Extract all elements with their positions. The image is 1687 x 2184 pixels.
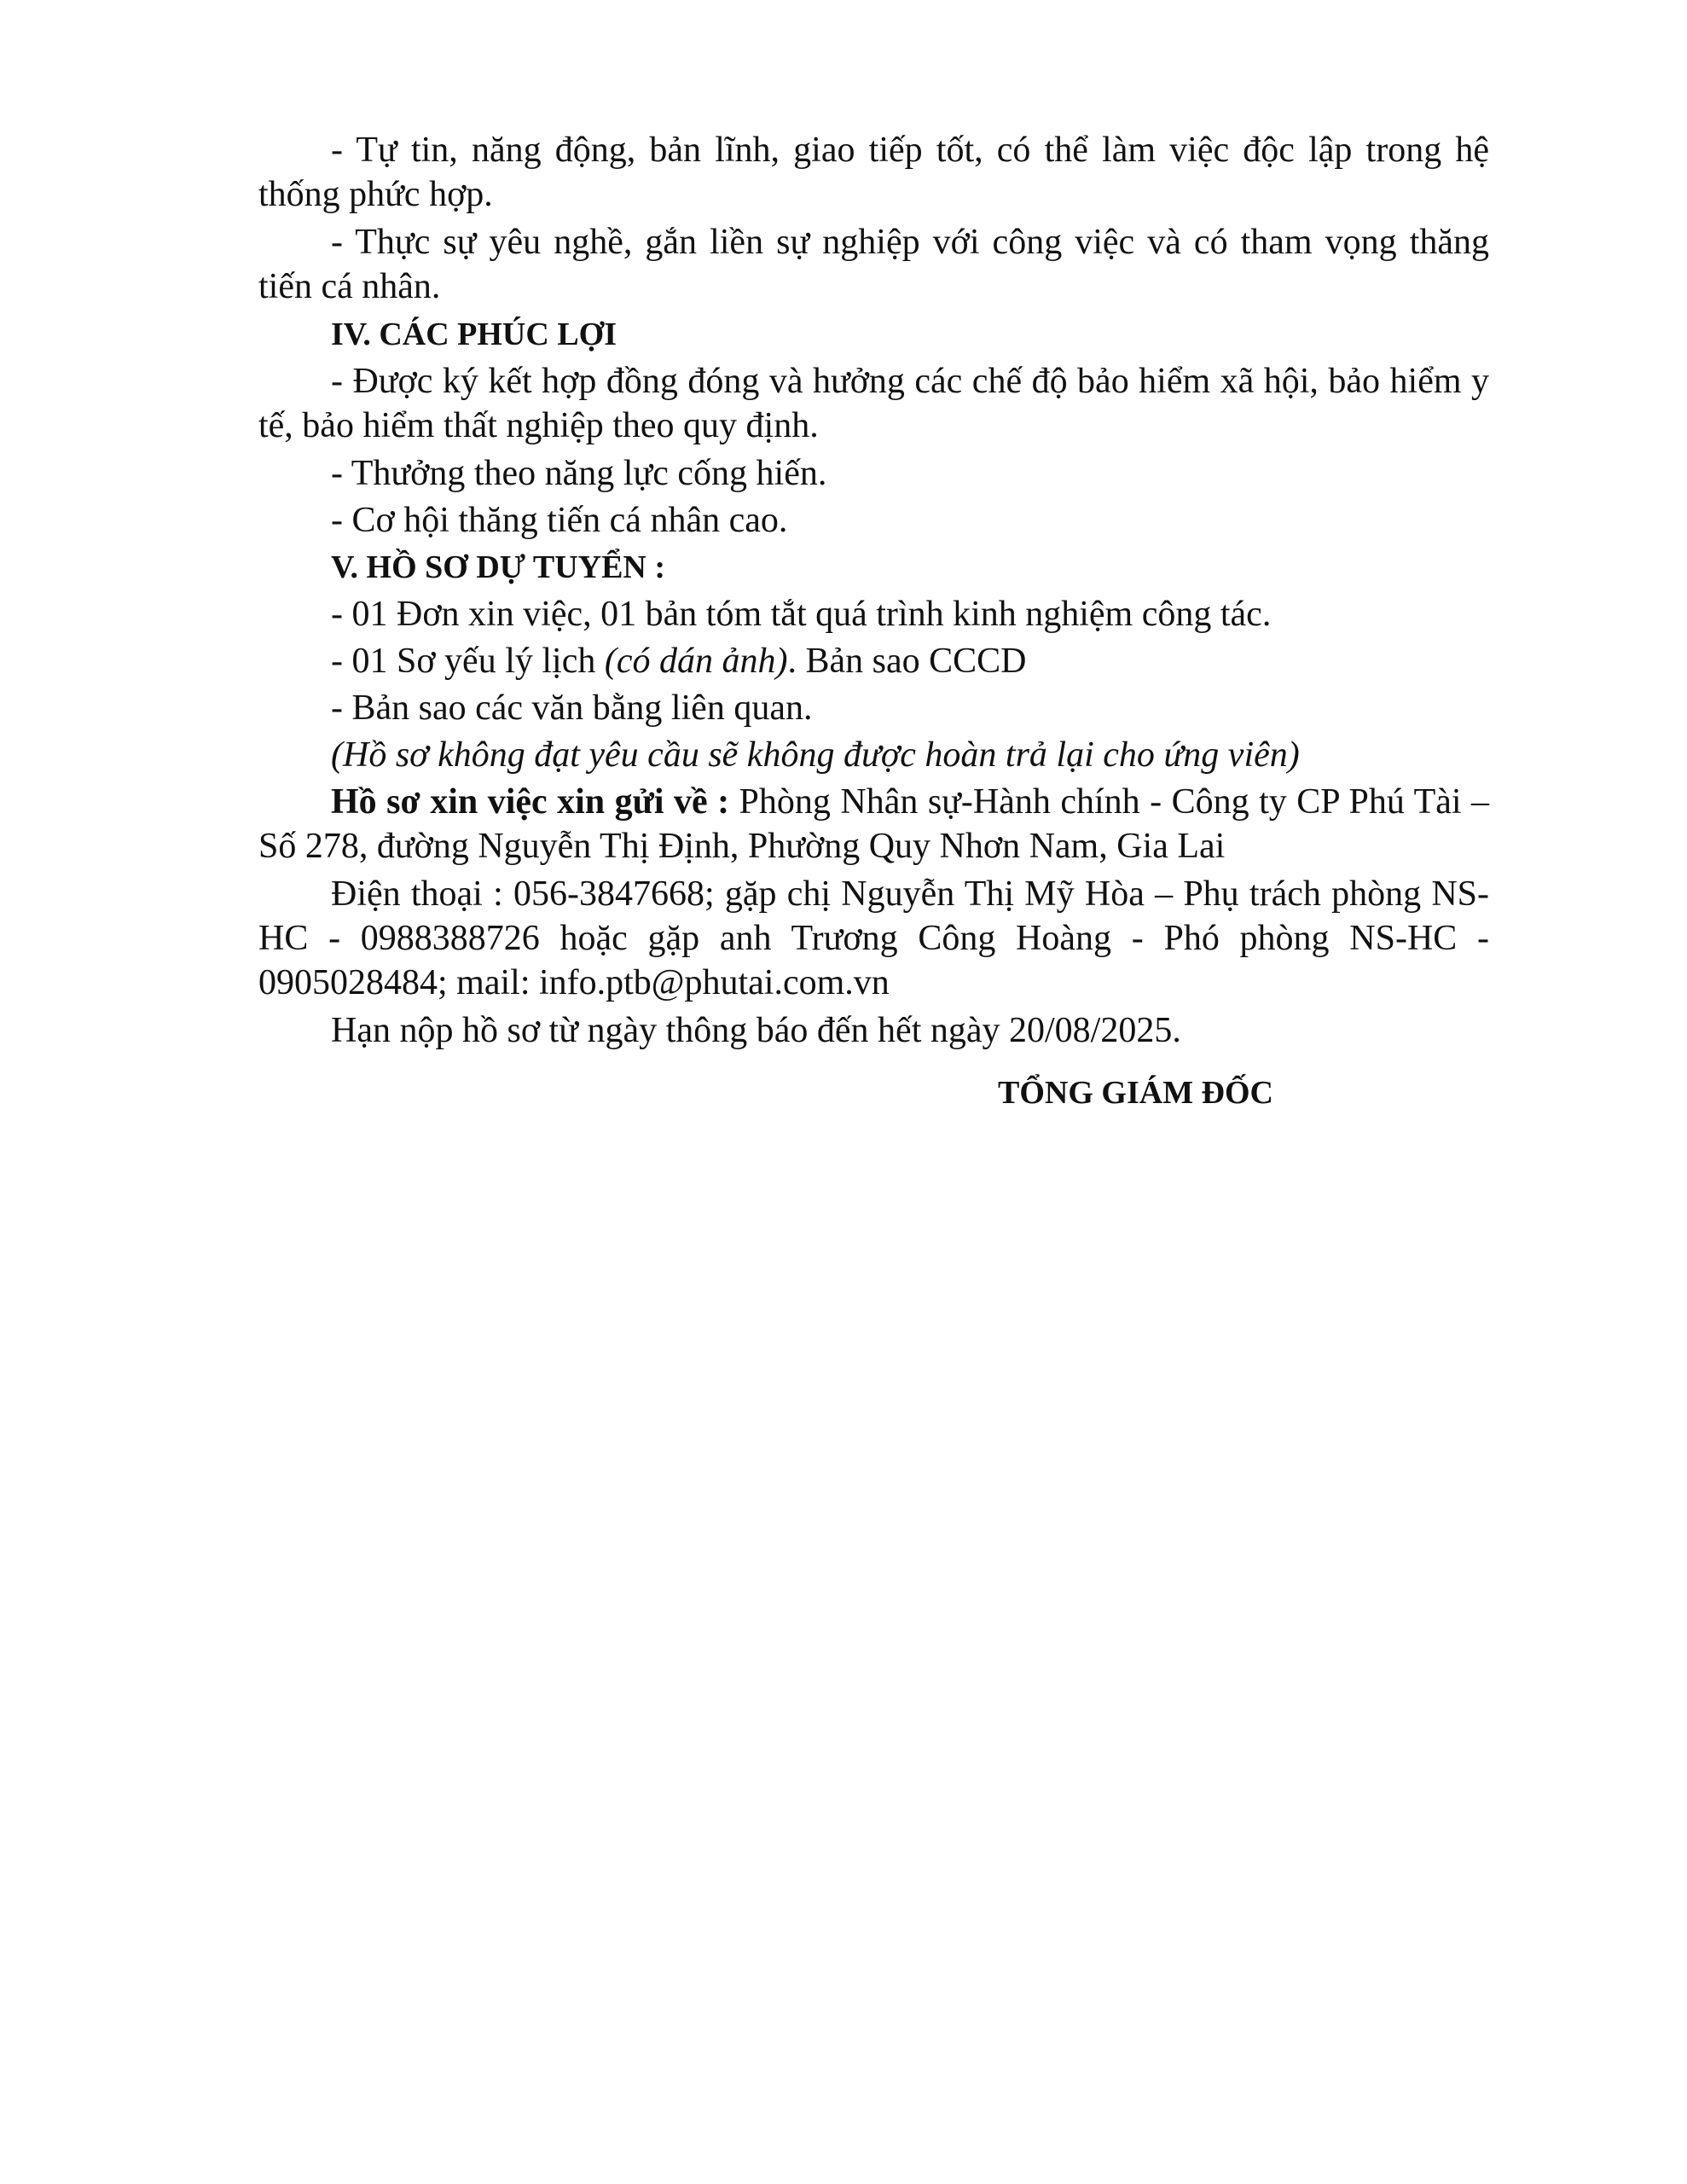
benefit-item-1: - Được ký kết hợp đồng đóng và hưởng các chế độ bảo hiểm xã hội, bảo hiểm y tế, bảo hiểm thất nghiệp theo quy định.: [258, 362, 1489, 445]
application-item-2-italic: (có dán ảnh): [604, 642, 788, 681]
application-note: (Hồ sơ không đạt yêu cầu sẽ không được hoàn trả lại cho ứng viên): [331, 735, 1300, 775]
signature-title: TỔNG GIÁM ĐỐC: [998, 1075, 1273, 1111]
submission-contact: Điện thoại : 056-3847668; gặp chị Nguyễn Thị Mỹ Hòa – Phụ trách phòng NS-HC - 0988388726 hoặc gặp anh Trương Công Hoàng - Phó phòng NS-HC - 0905028484; mail: info.ptb@phutai.com.vn: [258, 874, 1489, 1002]
application-item-1: - 01 Đơn xin việc, 01 bản tóm tắt quá trình kinh nghiệm công tác.: [331, 595, 1272, 634]
application-item-2-suffix: . Bản sao CCCD: [787, 642, 1027, 681]
application-item-3: - Bản sao các văn bằng liên quan.: [331, 688, 813, 728]
application-item-2: [258, 639, 1489, 683]
application-heading: V. HỒ SƠ DỰ TUYỂN :: [331, 549, 666, 585]
submission-address: [258, 780, 1489, 868]
requirement-item-2: - Thực sự yêu nghề, gắn liền sự nghiệp với công việc và có tham vọng thăng tiến cá nhân.: [258, 223, 1489, 306]
requirement-item-1: - Tự tin, năng động, bản lĩnh, giao tiếp tốt, có thể làm việc độc lập trong hệ thống phức hợp.: [258, 131, 1489, 214]
submission-label: Hồ sơ xin việc xin gửi về :: [331, 782, 730, 822]
benefit-item-3: - Cơ hội thăng tiến cá nhân cao.: [331, 501, 788, 540]
benefit-item-2: - Thưởng theo năng lực cống hiến.: [331, 454, 827, 493]
submission-address-text: Phòng Nhân sự-Hành chính - Công ty CP Phú Tài – Số 278, đường Nguyễn Thị Định, Phường Quy Nhơn Nam, Gia Lai: [258, 782, 1490, 866]
benefits-heading: IV. CÁC PHÚC LỢI: [331, 317, 617, 352]
document-body: [258, 128, 1489, 1055]
submission-deadline: Hạn nộp hồ sơ từ ngày thông báo đến hết ngày 20/08/2025.: [331, 1011, 1181, 1050]
application-item-2-prefix: - 01 Sơ yếu lý lịch: [331, 642, 605, 681]
